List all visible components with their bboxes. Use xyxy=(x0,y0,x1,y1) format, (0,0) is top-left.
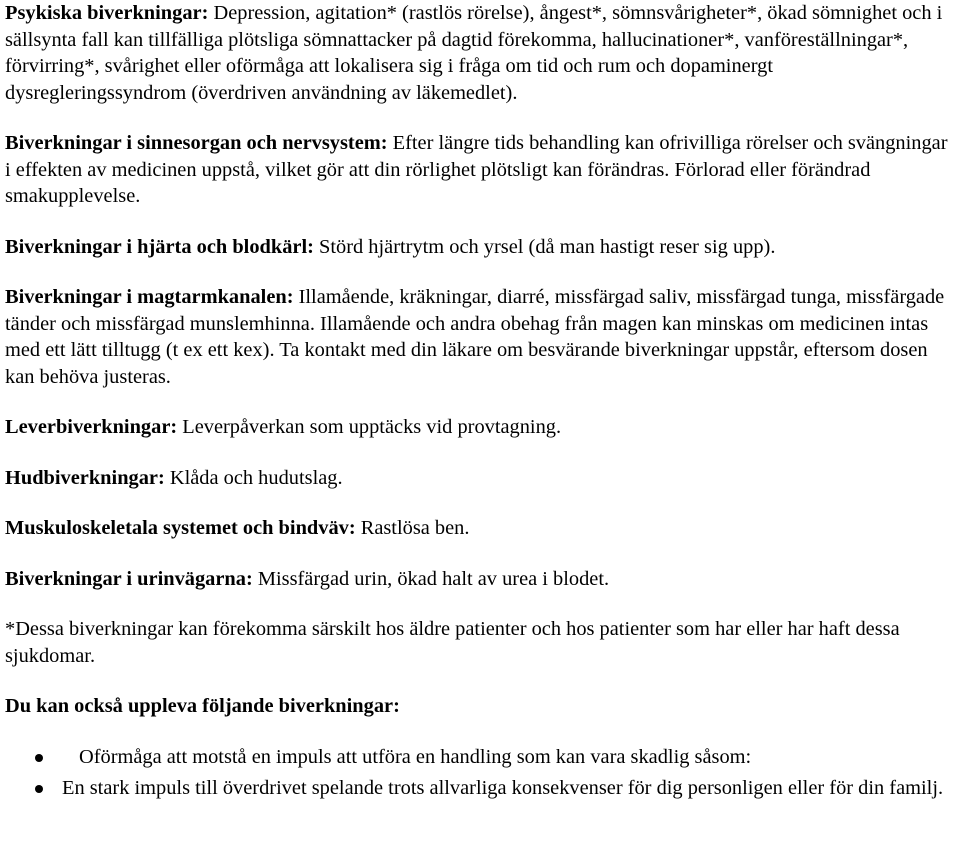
section-psykiska xyxy=(5,0,955,106)
section-title: Hudbiverkningar: xyxy=(5,466,165,489)
section-title: Biverkningar i urinvägarna: xyxy=(5,567,253,590)
section-title: Biverkningar i hjärta och blodkärl: xyxy=(5,235,314,258)
section-text: Störd hjärtrytm och yrsel (då man hastigt reser sig upp). xyxy=(313,235,776,258)
section-text: Leverpåverkan som upptäcks vid provtagning. xyxy=(177,416,562,438)
side-effects-list xyxy=(5,744,955,802)
also-heading: Du kan också uppleva följande biverkningar: xyxy=(5,695,400,717)
section-urinvagarna xyxy=(5,566,955,593)
list-item xyxy=(5,775,955,802)
bullet-icon xyxy=(35,785,43,793)
footnote: *Dessa biverkningar kan förekomma särskilt hos äldre patienter och hos patienter som har eller har haft dessa sjukdomar. xyxy=(5,618,900,667)
section-lever xyxy=(5,414,955,441)
section-hjarta-blodkarl xyxy=(5,234,955,261)
list-item-text: Oförmåga att motstå en impuls att utföra en handling som kan vara skadlig såsom: xyxy=(79,745,752,768)
section-title: Psykiska biverkningar: xyxy=(5,2,209,24)
section-sinnesorgan-nervsystem xyxy=(5,130,955,210)
section-title: Biverkningar i magtarmkanalen: xyxy=(5,286,294,308)
section-hud xyxy=(5,465,955,492)
section-title: Biverkningar i sinnesorgan och nervsystem: xyxy=(5,132,388,154)
section-text: Depression, agitation* (rastlös rörelse), ångest*, sömnsvårigheter*, ökad sömnighet och i sällsynta fall kan tillfälliga plötsliga sömnattacker på dagtid förekomma, hallucinationer*, vanföreställningar*, förvirring*, svårighet eller oförmåga att lokalisera sig i fråga om tid och rum och dopaminergt dysregleringssyndrom (överdriven användning av läkemedlet). xyxy=(5,2,943,104)
list-item xyxy=(5,744,955,771)
bullet-icon xyxy=(35,754,43,762)
section-magtarmkanalen xyxy=(5,284,955,390)
section-text: Missfärgad urin, ökad halt av urea i blodet. xyxy=(252,567,610,590)
section-text: Klåda och hudutslag. xyxy=(164,466,343,489)
section-text: Illamående, kräkningar, diarré, missfärgad saliv, missfärgad tunga, missfärgade tänder och missfärgad munslemhinna. Illamående och andra obehag från magen kan minskas om medicinen intas med ett lätt tilltugg (t ex ett kex). Ta kontakt med din läkare om besvärande biverkningar uppstår, eftersom dosen kan behöva justeras. xyxy=(5,286,945,388)
document-page xyxy=(5,0,955,802)
section-muskuloskeletala xyxy=(5,515,955,542)
section-title: Muskuloskeletala systemet och bindväv: xyxy=(5,517,356,539)
section-text: Rastlösa ben. xyxy=(355,517,470,539)
section-text: Efter längre tids behandling kan ofrivilliga rörelser och svängningar i effekten av medicinen uppstå, vilket gör att din rörlighet plötsligt kan förändras. Förlorad eller förändrad smakupplevelse. xyxy=(5,132,948,207)
list-item-text: En stark impuls till överdrivet spelande trots allvarliga konsekvenser för dig personligen eller för din familj. xyxy=(62,777,944,799)
section-title: Leverbiverkningar: xyxy=(5,416,178,438)
